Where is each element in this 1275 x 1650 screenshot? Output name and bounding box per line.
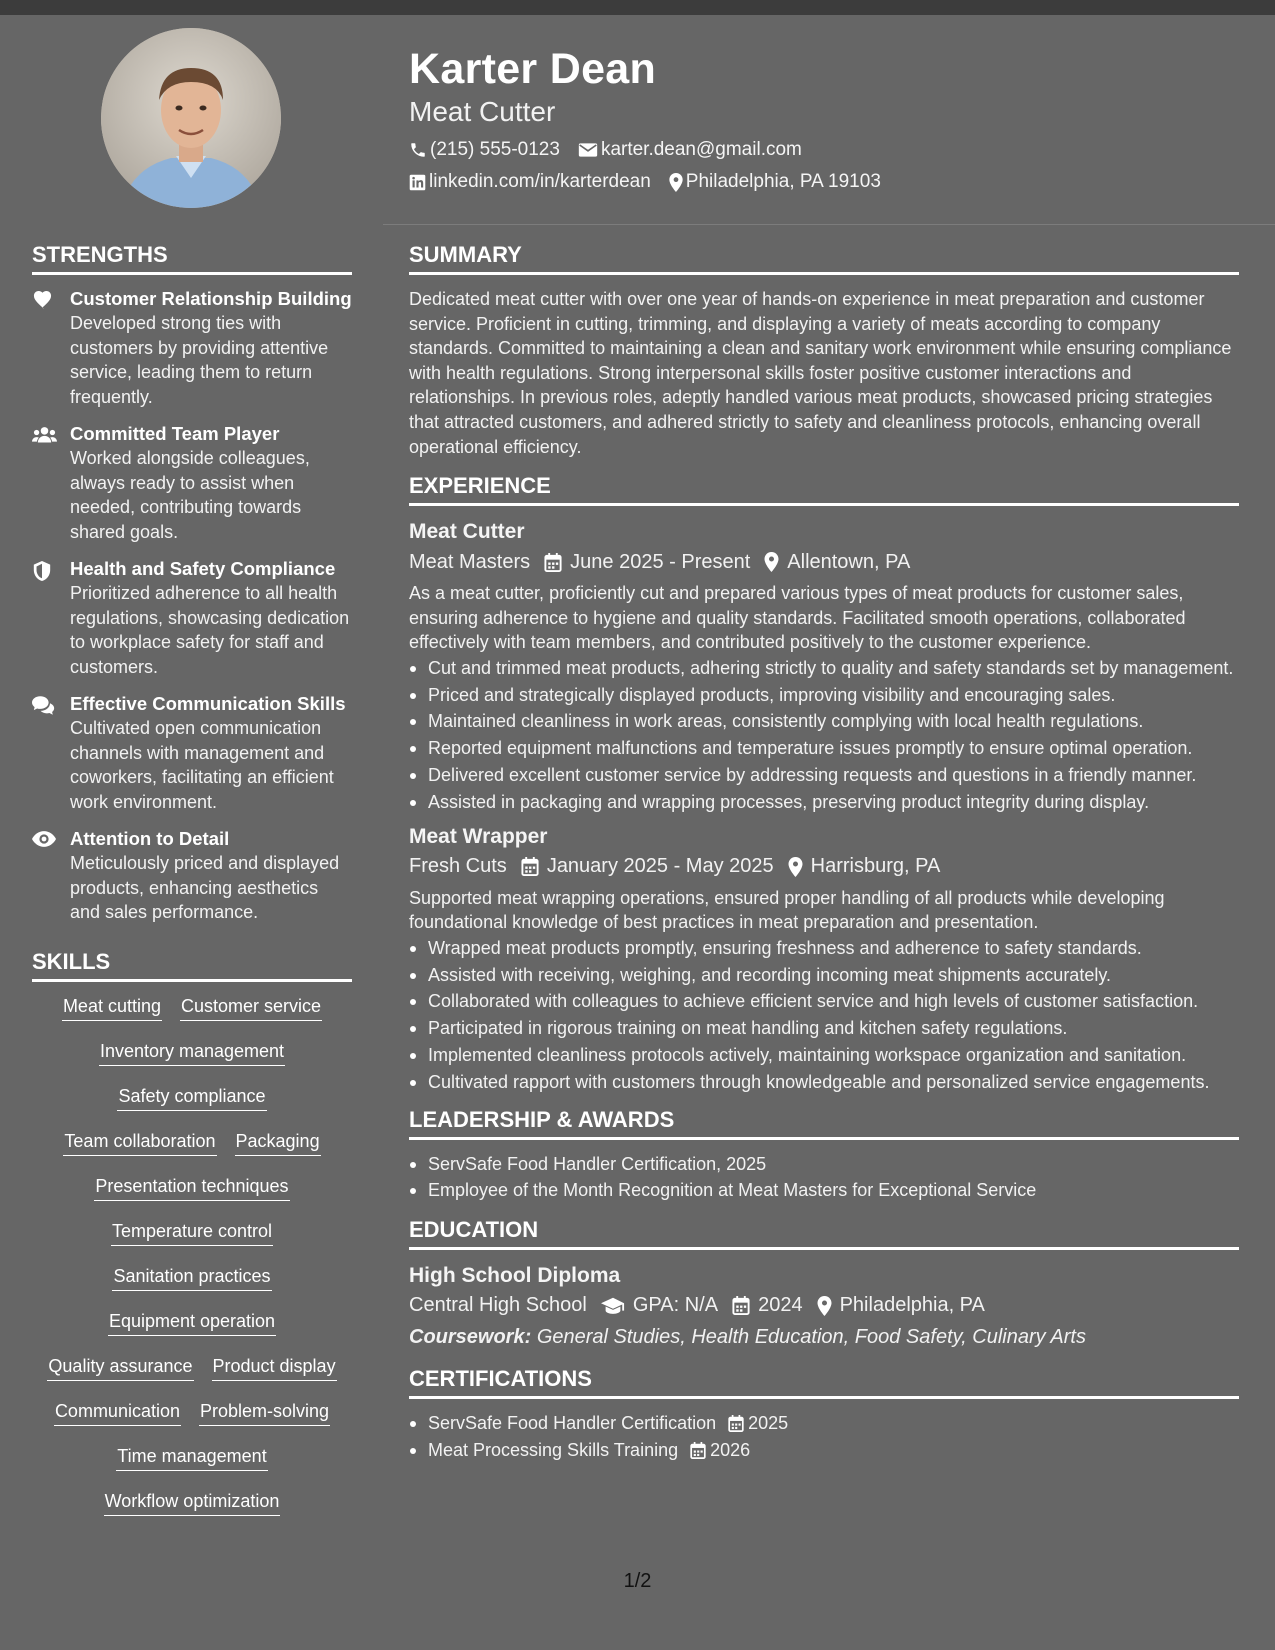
calendar-icon <box>690 1442 706 1459</box>
calendar-icon <box>728 1415 744 1432</box>
certifications-heading: CERTIFICATIONS <box>409 1364 1239 1399</box>
skill-tag: Sanitation practices <box>112 1264 271 1291</box>
school-name: Central High School <box>409 1294 587 1317</box>
skill-tag: Safety compliance <box>117 1084 266 1111</box>
job-location: Allentown, PA <box>787 550 911 573</box>
list-item: Cultivated rapport with customers through knowledgeable and personalized service engagements. <box>409 1070 1239 1095</box>
linkedin-icon <box>409 174 426 191</box>
eye-icon <box>32 831 56 847</box>
cert-name: ServSafe Food Handler Certification <box>428 1412 717 1433</box>
experience-heading: EXPERIENCE <box>409 471 1239 506</box>
cert-year: 2026 <box>710 1439 751 1460</box>
skill-tag: Temperature control <box>111 1219 273 1246</box>
strength-title: Attention to Detail <box>70 828 230 849</box>
map-pin-icon <box>669 173 683 192</box>
list-item: Reported equipment malfunctions and temperature issues promptly to ensure optimal operation. <box>409 736 1239 761</box>
heart-icon <box>32 291 53 309</box>
shield-icon <box>32 561 52 581</box>
strength-desc: Developed strong ties with customers by providing attentive service, leading them to return frequently. <box>70 313 329 407</box>
school-location: Philadelphia, PA <box>839 1294 985 1317</box>
skill-tag: Inventory management <box>99 1039 285 1066</box>
job-dates: January 2025 - May 2025 <box>546 855 774 878</box>
summary-text: Dedicated meat cutter with over one year of hands-on experience in meat preparation and customer service. Proficient in cutting, trimming, and displaying a variety of meats according to company standards. Committed to maintaining a clean and sanitary work environment while ensuring compliance with health regulations. Strong interpersonal skills foster positive customer interactions and relationships. In previous roles, adeptly handled various meat products, showcased pricing strategies that attracted customers, and adhered strictly to safety and cleanliness protocols, enhancing overall operational efficiency. <box>409 289 1232 457</box>
gpa: GPA: N/A <box>632 1294 719 1317</box>
job-dates: June 2025 - Present <box>570 550 751 573</box>
top-bar <box>0 0 1275 15</box>
job-meta <box>409 851 1239 883</box>
profile-photo <box>101 28 281 208</box>
cert-year: 2025 <box>748 1412 789 1433</box>
list-item: ServSafe Food Handler Certification, 2025 <box>409 1152 1239 1177</box>
coursework-text: General Studies, Health Education, Food Safety, Culinary Arts <box>536 1325 1086 1348</box>
list-item: Implemented cleanliness protocols actively, maintaining workspace organization and sanitation. <box>409 1043 1239 1068</box>
job-location: Harrisburg, PA <box>810 855 941 878</box>
calendar-icon <box>521 857 539 876</box>
list-item: Maintained cleanliness in work areas, consistently complying with local health regulations. <box>409 709 1239 734</box>
graduation-year: 2024 <box>758 1294 803 1317</box>
envelope-icon <box>578 142 598 158</box>
skill-tag: Communication <box>54 1399 181 1426</box>
skill-tag: Problem-solving <box>199 1399 330 1426</box>
job-bullets <box>409 936 1239 1095</box>
skill-tag: Meat cutting <box>62 994 162 1021</box>
list-item <box>409 1438 1239 1463</box>
linkedin-text: linkedin.com/in/karterdean <box>429 171 651 192</box>
job-description: As a meat cutter, proficiently cut and prepared various types of meat products for customer sales, ensuring adherence to hygiene and quality standards. Facilitated smooth operations, collaborated effectively with team members, and contributed positively to the customer experience. <box>409 583 1186 653</box>
strength-title: Customer Relationship Building <box>70 288 352 309</box>
coursework-label: Coursework: <box>409 1325 532 1348</box>
strength-desc: Prioritized adherence to all health regulations, showcasing dedication to workplace safety for staff and customers. <box>70 583 350 677</box>
skill-tag: Equipment operation <box>108 1309 276 1336</box>
list-item: Participated in rigorous training on meat handling and kitchen safety regulations. <box>409 1016 1239 1041</box>
map-pin-icon <box>817 1296 832 1316</box>
job-description: Supported meat wrapping operations, ensured proper handling of all products while developing foundational knowledge of best practices in meat preparation and presentation. <box>409 887 1165 933</box>
certifications-list <box>409 1411 1239 1462</box>
graduation-cap-icon <box>601 1297 625 1315</box>
job-meta <box>409 546 1239 578</box>
job-company: Fresh Cuts <box>409 855 507 878</box>
list-item: Collaborated with colleagues to achieve efficient service and high levels of customer satisfaction. <box>409 989 1239 1014</box>
education-heading: EDUCATION <box>409 1215 1239 1250</box>
strength-item <box>32 557 352 679</box>
contact-location <box>669 171 881 193</box>
map-pin-icon <box>764 552 779 572</box>
contact-linkedin[interactable] <box>409 171 651 193</box>
degree: High School Diploma <box>409 1263 621 1287</box>
left-column <box>32 240 352 1534</box>
skill-tag: Time management <box>116 1444 267 1471</box>
awards-list <box>409 1152 1239 1203</box>
strength-desc: Cultivated open communication channels with management and coworkers, facilitating an efficient work environment. <box>70 718 334 812</box>
strength-desc: Meticulously priced and displayed products, enhancing aesthetics and sales performance. <box>70 853 340 922</box>
contact-email[interactable] <box>578 139 802 161</box>
job-entry <box>409 823 1239 1095</box>
list-item: Assisted in packaging and wrapping processes, preserving product integrity during display. <box>409 790 1239 815</box>
skill-tag: Customer service <box>180 994 322 1021</box>
map-pin-icon <box>788 857 803 877</box>
job-entry <box>409 518 1239 814</box>
strength-title: Committed Team Player <box>70 423 280 444</box>
skill-tag: Packaging <box>235 1129 321 1156</box>
list-item: Assisted with receiving, weighing, and recording incoming meat shipments accurately. <box>409 963 1239 988</box>
phone-icon <box>409 141 427 159</box>
skill-tag: Team collaboration <box>63 1129 216 1156</box>
job-company: Meat Masters <box>409 550 531 573</box>
list-item <box>409 1411 1239 1436</box>
candidate-name: Karter Dean <box>409 45 657 93</box>
contact-row-1 <box>409 134 1239 166</box>
strength-item <box>32 287 352 409</box>
strength-item <box>32 692 352 814</box>
summary-heading: SUMMARY <box>409 240 1239 275</box>
skill-tag: Workflow optimization <box>104 1489 281 1516</box>
list-item: Employee of the Month Recognition at Meat Masters for Exceptional Service <box>409 1178 1239 1203</box>
strengths-heading: STRENGTHS <box>32 240 352 275</box>
right-column <box>409 240 1239 1465</box>
strength-item <box>32 827 352 925</box>
job-title: Meat Cutter <box>409 520 525 544</box>
contact-phone[interactable] <box>409 139 560 161</box>
strength-title: Effective Communication Skills <box>70 693 346 714</box>
cert-name: Meat Processing Skills Training <box>428 1439 679 1460</box>
strength-item <box>32 422 352 544</box>
page-number: 1/2 <box>623 1570 652 1592</box>
contact-row-2 <box>409 166 1239 198</box>
comments-icon <box>32 696 56 715</box>
calendar-icon <box>732 1296 750 1315</box>
awards-heading: LEADERSHIP & AWARDS <box>409 1105 1239 1140</box>
coursework <box>409 1322 1239 1352</box>
education-meta <box>409 1290 1239 1322</box>
strength-desc: Worked alongside colleagues, always ready to assist when needed, contributing towards shared goals. <box>70 448 310 542</box>
list-item: Wrapped meat products promptly, ensuring freshness and adherence to safety standards. <box>409 936 1239 961</box>
candidate-title: Meat Cutter <box>409 96 556 127</box>
list-item: Priced and strategically displayed products, improving visibility and encouraging sales. <box>409 683 1239 708</box>
phone-text: (215) 555-0123 <box>430 139 560 160</box>
strength-title: Health and Safety Compliance <box>70 558 336 579</box>
calendar-icon <box>544 553 562 572</box>
header-divider <box>383 224 1275 225</box>
location-text: Philadelphia, PA 19103 <box>685 171 881 192</box>
list-item: Cut and trimmed meat products, adhering strictly to quality and safety standards set by management. <box>409 656 1239 681</box>
job-bullets <box>409 656 1239 815</box>
header <box>409 42 1239 198</box>
skill-tag: Presentation techniques <box>94 1174 289 1201</box>
skills-list <box>32 994 352 1534</box>
list-item: Delivered excellent customer service by addressing requests and questions in a friendly manner. <box>409 763 1239 788</box>
skill-tag: Product display <box>212 1354 337 1381</box>
email-text: karter.dean@gmail.com <box>600 139 802 160</box>
skills-heading: SKILLS <box>32 947 352 982</box>
job-title: Meat Wrapper <box>409 824 548 848</box>
skill-tag: Quality assurance <box>47 1354 193 1381</box>
users-icon <box>32 426 57 444</box>
